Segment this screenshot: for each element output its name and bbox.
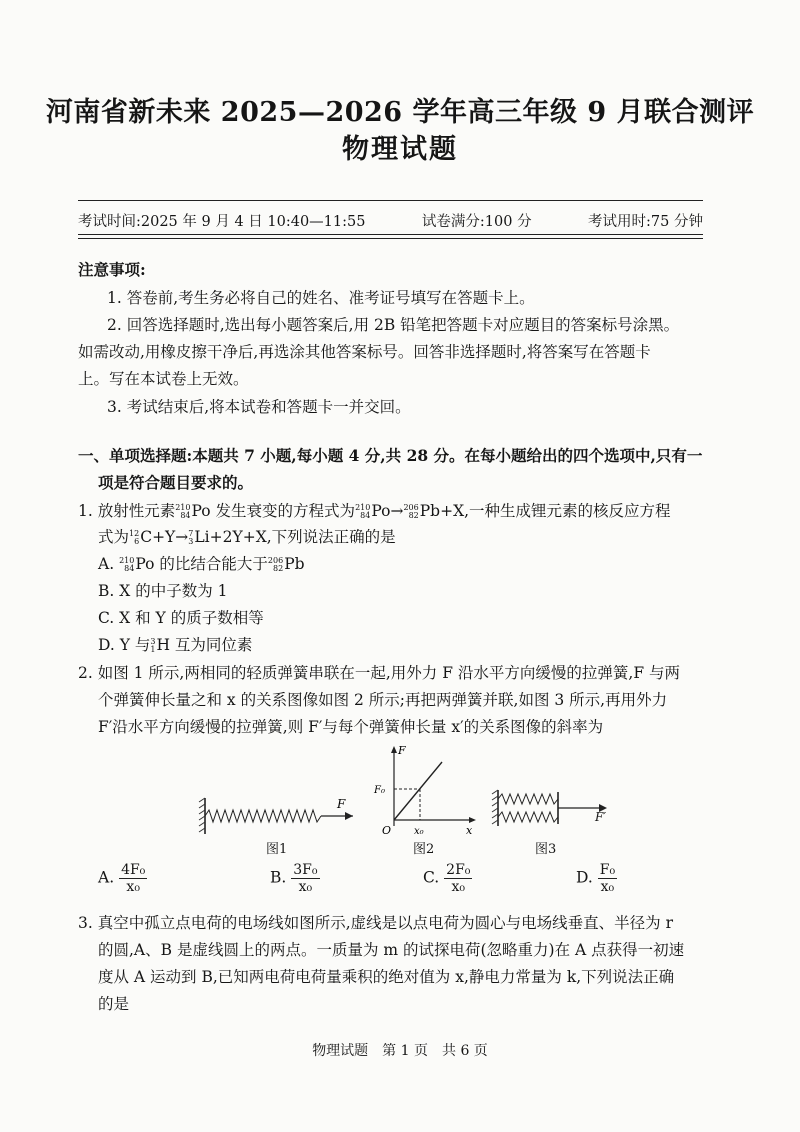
- spring-bottom: [498, 812, 558, 822]
- exam-info-bar: [78, 210, 703, 231]
- note-2-end: 上。写在本试卷上无效。: [78, 370, 249, 388]
- graph-x-label: x: [466, 824, 473, 837]
- q2-option-d: D. $\frac{\text{F₀}}{\text{x₀}}$: [576, 862, 616, 895]
- note-2-cont: 如需改动,用橡皮擦干净后,再选涂其他答案标号。回答非选择题时,将答案写在答题卡: [78, 343, 651, 361]
- graph-f0-label: F₀: [374, 785, 385, 796]
- exam-duration: 考试用时:75 分钟: [588, 214, 703, 230]
- note-3: 3. 考试结束后,将本试卷和答题卡一并交回。: [107, 398, 411, 416]
- fig1-force-label: F: [337, 797, 346, 811]
- q2-option-b: B. $\frac{\text{3F₀}}{\text{x₀}}$: [270, 862, 318, 895]
- q3-stem-line3: 度从 A 运动到 B,已知两电荷电荷量乘积的绝对值为 x,静电力常量为 k,下列说法正确: [98, 968, 675, 986]
- spring-top: [498, 794, 558, 804]
- section-heading: 一、单项选择题:本题共 7 小题,每小题 4 分,共 28 分。在每小题给出的四个选项中,只有一: [78, 446, 703, 465]
- fig3-caption: 图3: [535, 842, 557, 857]
- notes-heading: 注意事项:: [78, 260, 146, 279]
- force-arrow-head: [345, 812, 353, 820]
- page-footer: 物理试题 第 1 页 共 6 页: [312, 1043, 488, 1059]
- fig1-caption: 图1: [266, 842, 288, 857]
- graph-x0-label: x₀: [414, 826, 424, 837]
- section-heading-cont: 项是符合题目要求的。: [98, 473, 254, 492]
- full-score: 试卷满分:100 分: [421, 214, 532, 230]
- q2-option-c: C. $\frac{\text{2F₀}}{\text{x₀}}$: [423, 862, 471, 895]
- q2-stem-line1: 2. 如图 1 所示,两相同的轻质弹簧串联在一起,用外力 F 沿水平方向缓慢的拉弹簧,F 与两: [78, 664, 681, 682]
- figure-2-graph: [370, 742, 480, 837]
- info-rule-double: [78, 238, 703, 239]
- q1-option-b: B. X 的中子数为 1: [98, 582, 228, 600]
- exam-time: 考试时间:2025 年 9 月 4 日 10:40—11:55: [78, 214, 366, 230]
- q1-stem-line1: 1. 放射性元素 210 84 Po 发生衰变的方程式为 210 84 Po→ 206 82 Pb+X,一种生成锂元素的核反应方程: [78, 502, 671, 520]
- note-1: 1. 答卷前,考生务必将自己的姓名、准考证号填写在答题卡上。: [107, 289, 535, 307]
- wall-hatch: [199, 798, 205, 832]
- q1-option-c: C. X 和 Y 的质子数相等: [98, 609, 264, 627]
- q3-stem-line2: 的圆,A、B 是虚线圆上的两点。一质量为 m 的试探电荷(忽略重力)在 A 点获得一初速: [98, 941, 685, 959]
- fig2-caption: 图2: [413, 842, 435, 857]
- graph-y-label: F: [398, 744, 406, 757]
- note-2: 2. 回答选择题时,选出每小题答案后,用 2B 铅笔把答题卡对应题目的答案标号涂黑。: [107, 316, 680, 334]
- q1-option-d: D. Y 与 3 1 H 互为同位素: [98, 636, 253, 654]
- figure-3-parallel-springs: [490, 786, 620, 832]
- q2-option-a: A. $\frac{\text{4F₀}}{\text{x₀}}$: [98, 862, 146, 895]
- q3-stem-line1: 3. 真空中孤立点电荷的电场线如图所示,虚线是以点电荷为圆心与电场线垂直、半径为 r: [78, 914, 673, 932]
- exam-title: 河南省新未来 2025—2026 学年高三年级 9 月联合测评: [45, 97, 755, 128]
- q1-stem-line2: 式为 12 6 C+Y→ 7 3 Li+2Y+X,下列说法正确的是: [98, 528, 396, 546]
- q3-stem-line4: 的是: [98, 995, 130, 1013]
- q2-stem-line3: F′沿水平方向缓慢的拉弹簧,则 F′与每个弹簧伸长量 x′的关系图像的斜率为: [98, 718, 604, 736]
- top-rule: [78, 200, 703, 201]
- graph-origin: O: [382, 824, 392, 837]
- q1-option-a: A. 210 84 Po 的比结合能大于 206 82 Pb: [98, 555, 305, 573]
- q2-stem-line2: 个弹簧伸长量之和 x 的关系图像如图 2 所示;再把两弹簧并联,如图 3 所示,再用外力: [98, 691, 668, 709]
- exam-subtitle: 物理试题: [342, 134, 458, 165]
- spring-coil: [205, 810, 321, 822]
- y-axis-arrow: [391, 746, 397, 753]
- wall-hatch: [492, 790, 498, 824]
- info-rule: [78, 234, 703, 235]
- fig3-force-label: F′: [595, 810, 607, 824]
- graph-line: [394, 762, 442, 820]
- x-axis-arrow: [469, 817, 476, 823]
